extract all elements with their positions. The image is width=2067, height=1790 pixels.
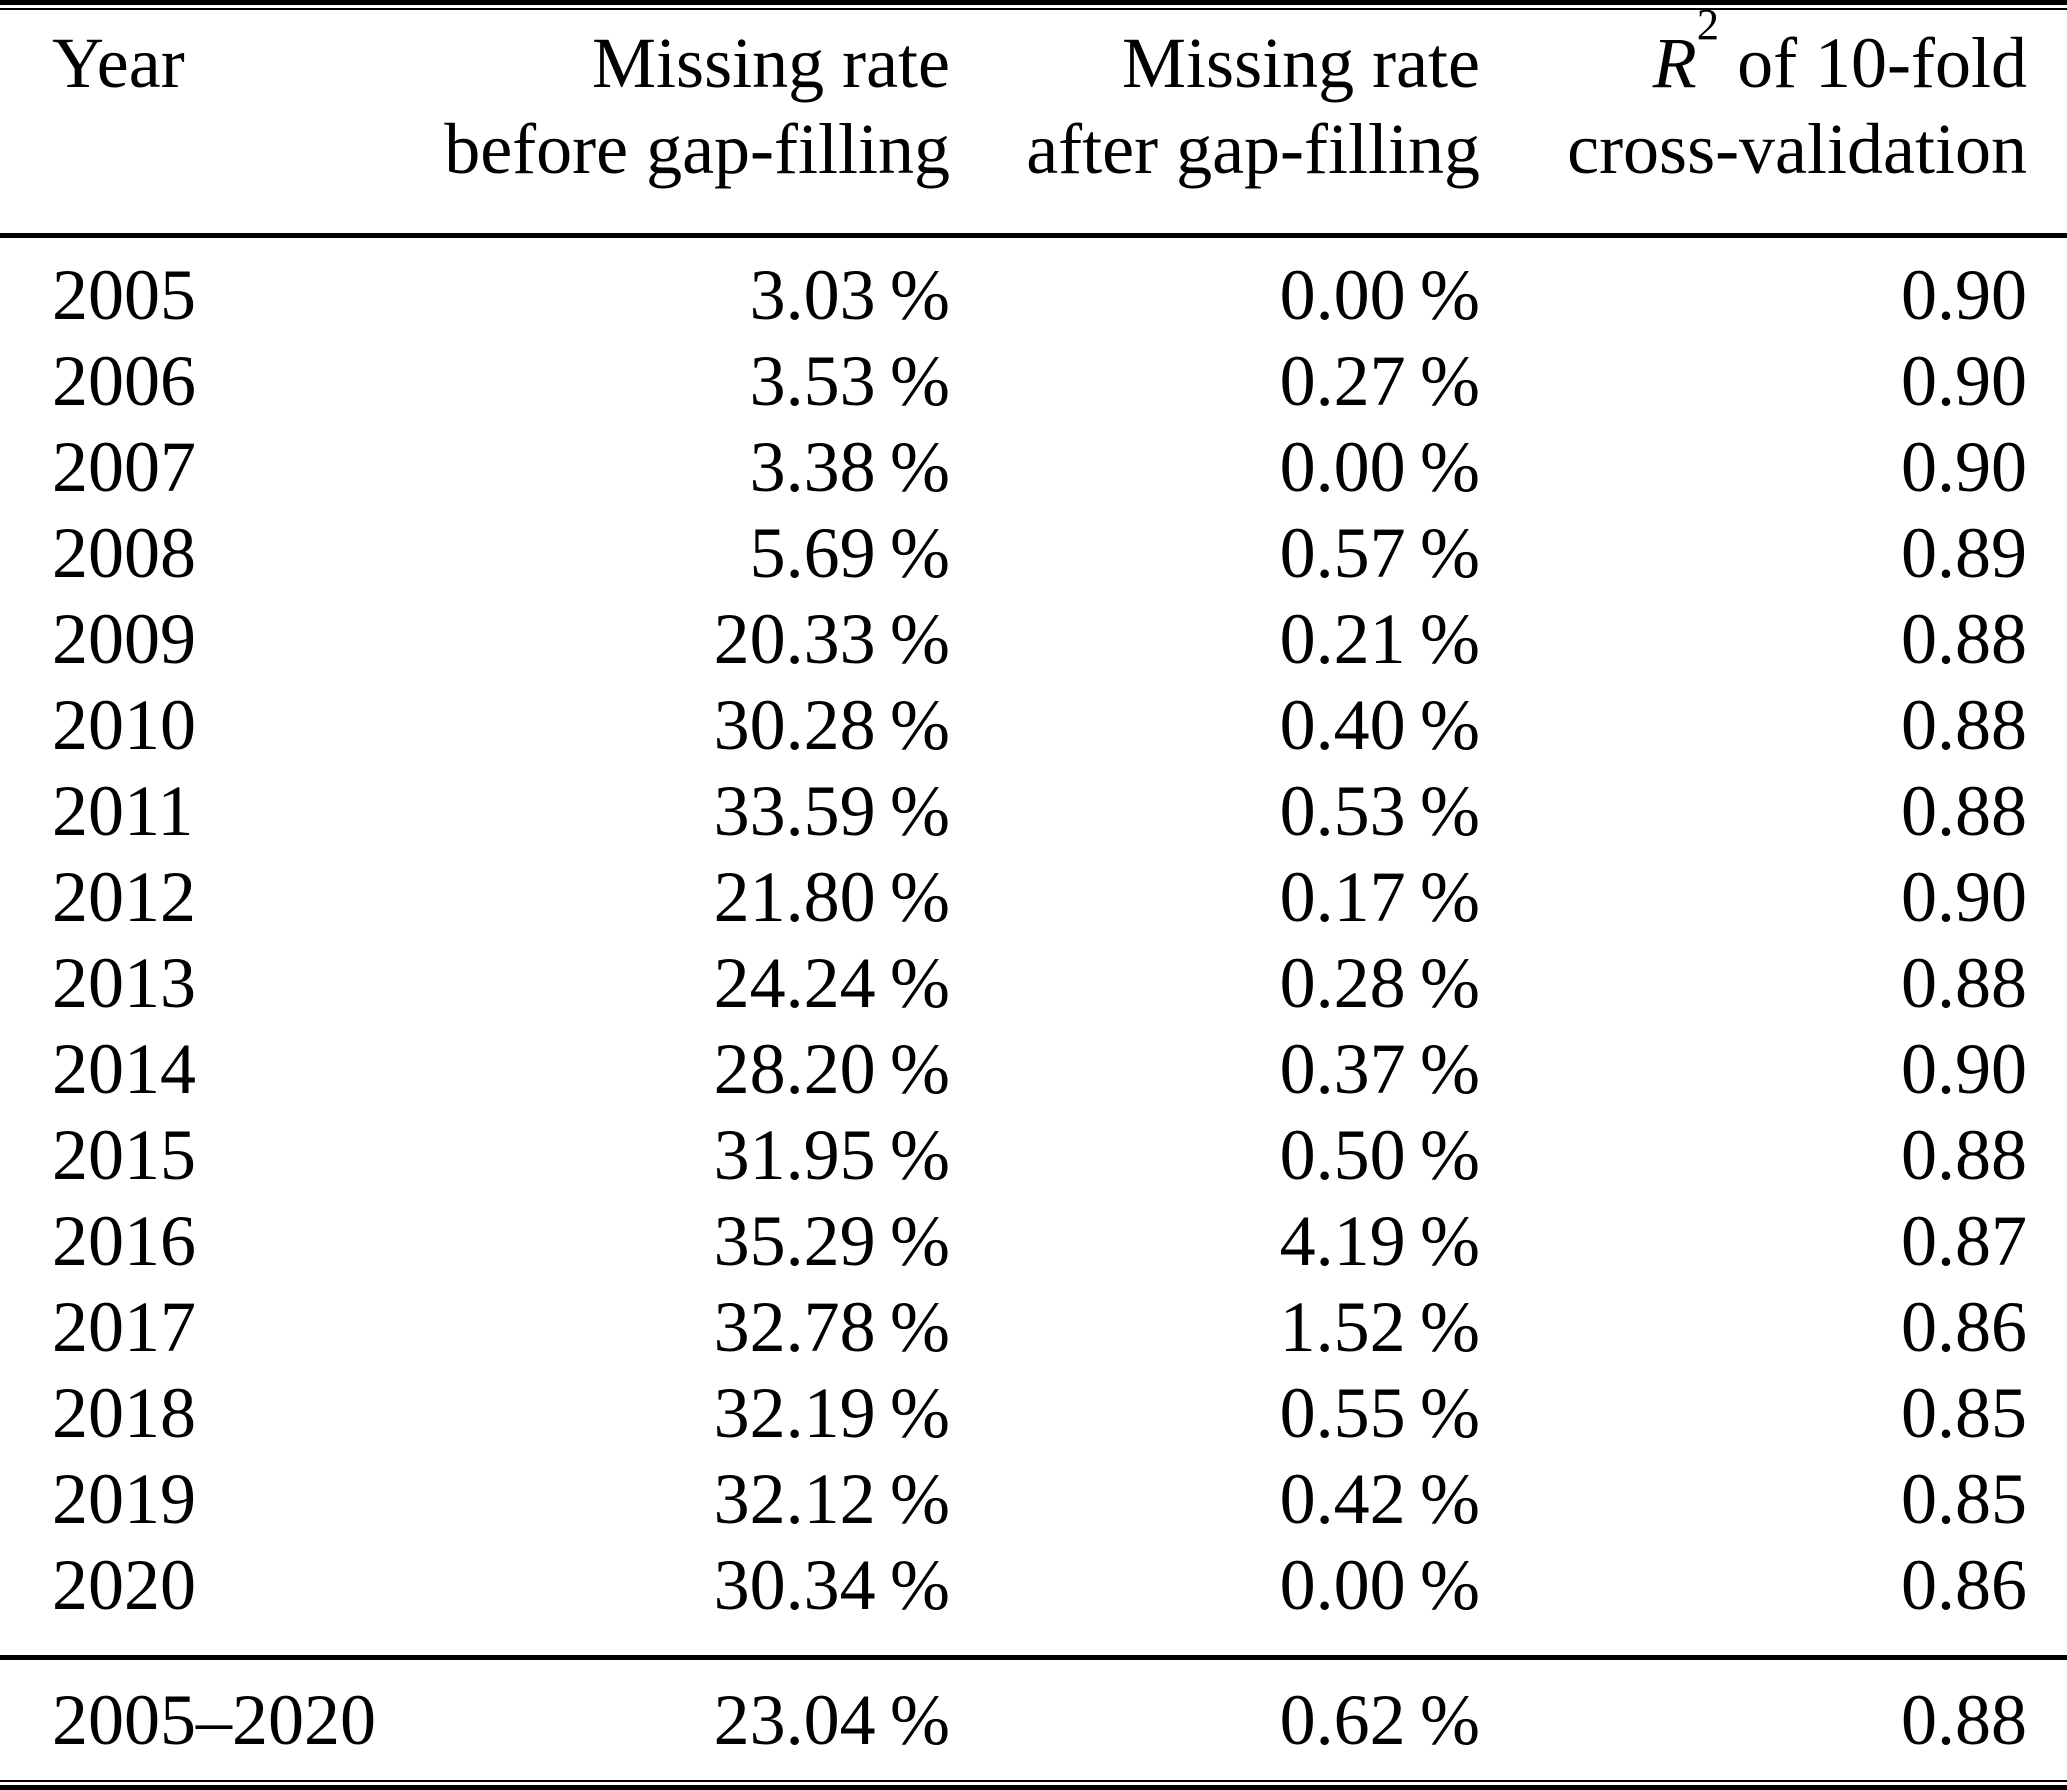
year-cell: 2010 xyxy=(52,685,196,765)
table-row xyxy=(0,252,2067,338)
column-header-after xyxy=(950,20,1480,192)
year-cell: 2015 xyxy=(52,1115,196,1195)
table-summary-row xyxy=(0,1660,2067,1780)
year-cell: 2011 xyxy=(52,771,194,851)
r2-cell: 0.88 xyxy=(1901,599,2027,679)
year-cell: 2009 xyxy=(52,599,196,679)
table-bottom-rule-thick xyxy=(0,1785,2067,1790)
table-row xyxy=(0,510,2067,596)
after-rate-cell: 0.28 % xyxy=(1279,943,1480,1023)
column-header-before xyxy=(372,20,950,192)
table-row xyxy=(0,1370,2067,1456)
r2-superscript: 2 xyxy=(1696,0,1720,49)
table-row xyxy=(0,338,2067,424)
r2-cell: 0.88 xyxy=(1901,685,2027,765)
year-cell: 2016 xyxy=(52,1201,196,1281)
year-cell: 2012 xyxy=(52,857,196,937)
after-rate-cell: 0.37 % xyxy=(1279,1029,1480,1109)
before-rate-cell: 32.78 % xyxy=(713,1287,950,1367)
after-rate-cell: 0.57 % xyxy=(1279,513,1480,593)
r2-cell: 0.86 xyxy=(1901,1545,2027,1625)
after-rate-cell: 0.40 % xyxy=(1279,685,1480,765)
r2-cell: 0.90 xyxy=(1901,427,2027,507)
before-rate-cell: 5.69 % xyxy=(749,513,950,593)
before-rate-cell: 21.80 % xyxy=(713,857,950,937)
after-rate-cell: 1.52 % xyxy=(1279,1287,1480,1367)
before-rate-cell: 32.12 % xyxy=(713,1459,950,1539)
table-row xyxy=(0,1026,2067,1112)
before-rate-cell: 35.29 % xyxy=(713,1201,950,1281)
column-header-r2-line1 xyxy=(1480,0,2027,106)
after-rate-cell: 0.53 % xyxy=(1279,771,1480,851)
after-rate-cell: 0.27 % xyxy=(1279,341,1480,421)
r2-cell: 0.90 xyxy=(1901,341,2027,421)
before-rate-cell: 33.59 % xyxy=(713,771,950,851)
after-rate-cell: 0.55 % xyxy=(1279,1373,1480,1453)
r2-cell: 0.88 xyxy=(1901,943,2027,1023)
year-cell: 2007 xyxy=(52,427,196,507)
column-header-r2 xyxy=(1480,0,2027,192)
year-cell: 2017 xyxy=(52,1287,196,1367)
year-cell: 2019 xyxy=(52,1459,196,1539)
table-row xyxy=(0,1198,2067,1284)
column-header-before-line2: before gap-filling xyxy=(444,109,950,189)
r2-cell: 0.88 xyxy=(1901,1115,2027,1195)
column-header-after-line1: Missing rate xyxy=(1122,23,1480,103)
table-row xyxy=(0,682,2067,768)
r2-cell: 0.86 xyxy=(1901,1287,2027,1367)
before-rate-cell: 24.24 % xyxy=(713,943,950,1023)
after-rate-cell: 0.17 % xyxy=(1279,857,1480,937)
after-rate-cell: 0.21 % xyxy=(1279,599,1480,679)
column-header-after-line2: after gap-filling xyxy=(1026,109,1480,189)
table-row xyxy=(0,1284,2067,1370)
r2-cell: 0.85 xyxy=(1901,1373,2027,1453)
r2-cell: 0.88 xyxy=(1901,771,2027,851)
table-row xyxy=(0,424,2067,510)
year-cell: 2006 xyxy=(52,341,196,421)
year-cell: 2020 xyxy=(52,1545,196,1625)
year-cell: 2008 xyxy=(52,513,196,593)
table-row xyxy=(0,854,2067,940)
column-header-r2-line1-rest: of 10-fold xyxy=(1719,23,2027,103)
table-header-row xyxy=(0,0,2067,233)
year-cell: 2013 xyxy=(52,943,196,1023)
after-rate-cell: 0.00 % xyxy=(1279,427,1480,507)
r2-cell: 0.85 xyxy=(1901,1459,2027,1539)
summary-r2-cell: 0.88 xyxy=(1901,1680,2027,1760)
year-cell: 2014 xyxy=(52,1029,196,1109)
after-rate-cell: 0.42 % xyxy=(1279,1459,1480,1539)
table-body xyxy=(0,238,2067,1655)
r2-cell: 0.90 xyxy=(1901,255,2027,335)
summary-after-cell: 0.62 % xyxy=(1279,1680,1480,1760)
before-rate-cell: 20.33 % xyxy=(713,599,950,679)
r2-cell: 0.87 xyxy=(1901,1201,2027,1281)
summary-year-cell: 2005–2020 xyxy=(52,1680,376,1760)
column-header-before-line1: Missing rate xyxy=(592,23,950,103)
r2-cell: 0.89 xyxy=(1901,513,2027,593)
table-row xyxy=(0,940,2067,1026)
before-rate-cell: 30.28 % xyxy=(713,685,950,765)
table-row xyxy=(0,596,2067,682)
column-header-r2-line2: cross-validation xyxy=(1567,109,2027,189)
table-row xyxy=(0,1112,2067,1198)
column-header-year-label: Year xyxy=(52,23,185,103)
year-cell: 2018 xyxy=(52,1373,196,1453)
after-rate-cell: 4.19 % xyxy=(1279,1201,1480,1281)
r2-cell: 0.90 xyxy=(1901,1029,2027,1109)
after-rate-cell: 0.00 % xyxy=(1279,255,1480,335)
table-row xyxy=(0,1456,2067,1542)
r2-cell: 0.90 xyxy=(1901,857,2027,937)
before-rate-cell: 32.19 % xyxy=(713,1373,950,1453)
summary-before-cell: 23.04 % xyxy=(713,1680,950,1760)
before-rate-cell: 28.20 % xyxy=(713,1029,950,1109)
after-rate-cell: 0.50 % xyxy=(1279,1115,1480,1195)
column-header-year xyxy=(52,20,372,192)
table-row xyxy=(0,768,2067,854)
table-row xyxy=(0,1542,2067,1628)
after-rate-cell: 0.00 % xyxy=(1279,1545,1480,1625)
before-rate-cell: 3.03 % xyxy=(749,255,950,335)
before-rate-cell: 3.53 % xyxy=(749,341,950,421)
r-symbol: R xyxy=(1652,23,1697,103)
before-rate-cell: 30.34 % xyxy=(713,1545,950,1625)
before-rate-cell: 3.38 % xyxy=(749,427,950,507)
before-rate-cell: 31.95 % xyxy=(713,1115,950,1195)
year-cell: 2005 xyxy=(52,255,196,335)
